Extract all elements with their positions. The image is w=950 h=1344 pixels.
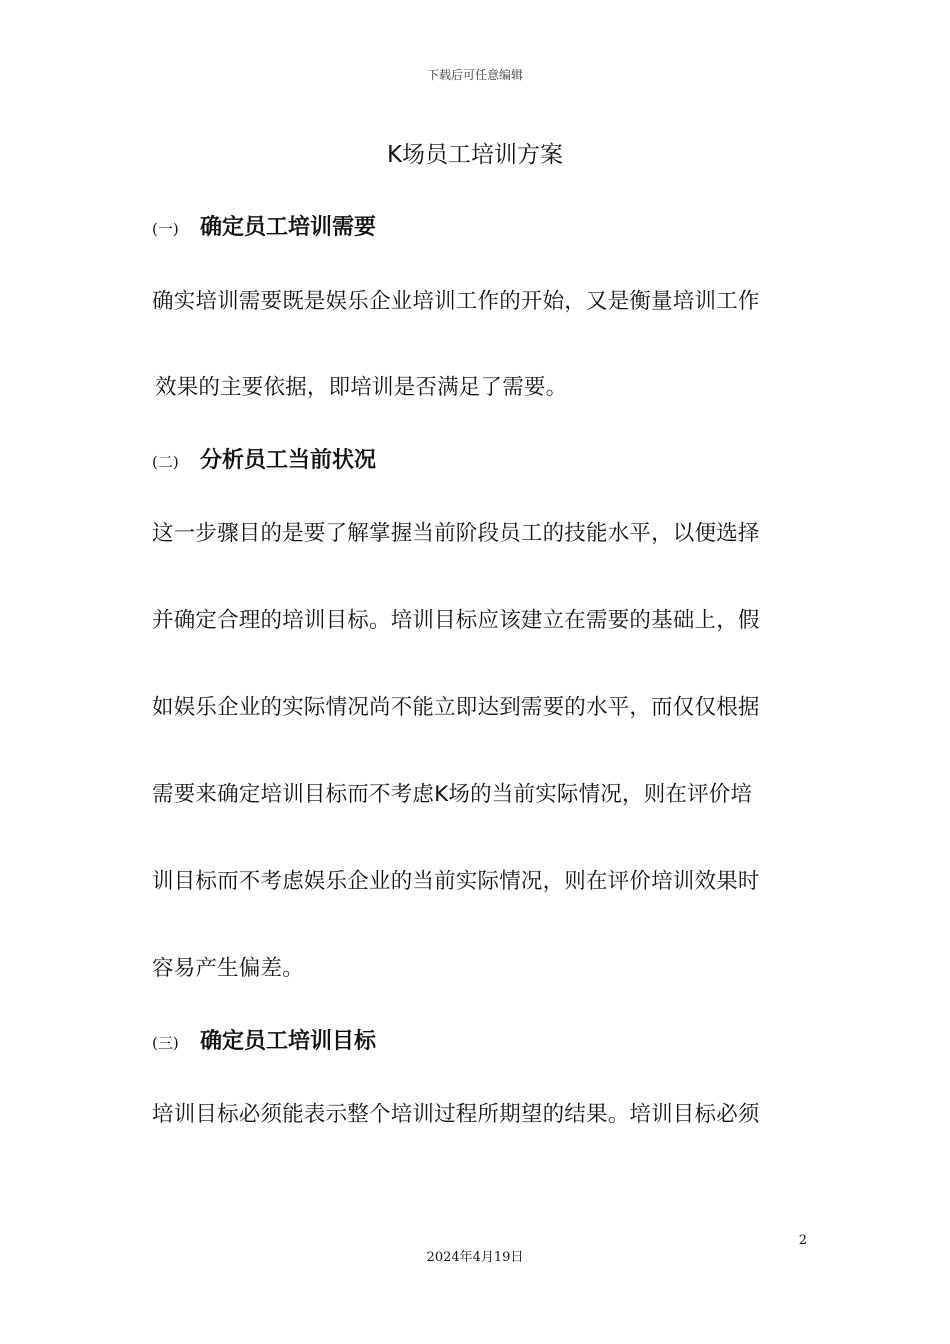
page-header: 下载后可任意编辑 <box>426 68 523 82</box>
section-heading-3 <box>152 1024 376 1055</box>
paragraph-line: 并确定合理的培训目标。培训目标应该建立在需要的基础上，假 <box>152 608 760 633</box>
section-title: 分析员工当前状况 <box>200 448 377 473</box>
section-heading-2 <box>152 443 376 474</box>
paragraph-line: 需要来确定培训目标而不考虑K场的当前实际情况，则在评价培 <box>152 782 753 807</box>
section-number: (三) <box>152 1034 179 1052</box>
paragraph-line: 这一步骤目的是要了解掌握当前阶段员工的技能水平，以便选择 <box>152 521 760 546</box>
footer-date: 2024年4月19日 <box>426 1250 524 1265</box>
paragraph-line: 效果的主要依据，即培训是否满足了需要。 <box>155 375 568 400</box>
section-title: 确定员工培训目标 <box>200 1029 377 1054</box>
section-heading-1 <box>152 210 376 241</box>
document-title: K场员工培训方案 <box>386 142 564 168</box>
paragraph-line: 如娱乐企业的实际情况尚不能立即达到需要的水平，而仅仅根据 <box>152 695 760 720</box>
section-number: (一) <box>152 220 179 238</box>
paragraph-line: 训目标而不考虑娱乐企业的当前实际情况，则在评价培训效果时 <box>152 869 760 894</box>
page-number: 2 <box>798 1233 807 1248</box>
paragraph-line: 容易产生偏差。 <box>152 956 304 981</box>
paragraph-line: 确实培训需要既是娱乐企业培训工作的开始，又是衡量培训工作 <box>152 289 760 314</box>
section-number: (二) <box>152 453 179 471</box>
paragraph-line: 培训目标必须能表示整个培训过程所期望的结果。培训目标必须 <box>152 1102 760 1127</box>
section-title: 确定员工培训需要 <box>200 215 377 240</box>
